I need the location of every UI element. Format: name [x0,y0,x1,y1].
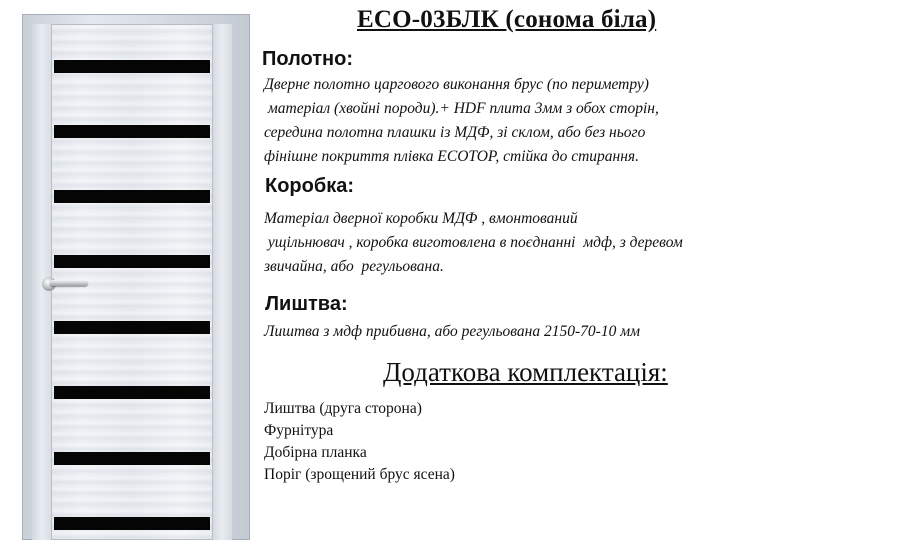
glass-strip [54,321,210,334]
door-stile-right [212,24,232,540]
door-image [22,14,250,540]
product-title: ЕСО-03БЛК (сонома біла) [357,6,657,33]
text-line: Лиштва з мдф прибивна, або регульована 2150-70-10 мм [264,323,640,340]
text-line: фінішне покриття плівка ECOTOP, стійка до стирання. [264,148,640,165]
handle-lever [50,280,88,286]
section-text-trim [264,320,784,344]
section-heading-frame: Коробка: [265,175,355,197]
glass-strip [54,125,210,138]
list-item: Лиштва (друга сторона) [264,400,422,417]
text-line: середина полотна плашки із МДФ, зі склом, або без нього [264,124,646,141]
text-line: Дверне полотно царгового виконання брус (по периметру) [264,76,649,93]
extras-title: Додаткова комплектація: [383,357,668,387]
section-heading-leaf: Полотно: [262,48,354,70]
text-line: матеріал (хвойні породи).+ HDF плита 3мм з обох сторін, [264,100,659,117]
text-line: Матеріал дверної коробки МДФ , вмонтований [264,210,578,227]
glass-strip [54,60,210,73]
list-item: Добірна планка [264,444,367,461]
section-text-leaf [264,73,784,169]
glass-strip [54,517,210,530]
door-handle-icon [42,276,90,294]
door-leaf [32,24,232,540]
glass-strip [54,190,210,203]
list-item: Фурнітура [264,422,334,439]
glass-strip [54,452,210,465]
text-line: ущільнювач , коробка виготовлена в поєднанні мдф, з деревом [264,234,683,251]
text-line: звичайна, або регульована. [264,258,444,275]
section-heading-trim: Лиштва: [265,293,348,315]
extras-list [264,398,455,486]
list-item: Поріг (зрощений брус ясена) [264,466,455,483]
glass-strip [54,386,210,399]
glass-strip [54,255,210,268]
section-text-frame [264,207,784,279]
